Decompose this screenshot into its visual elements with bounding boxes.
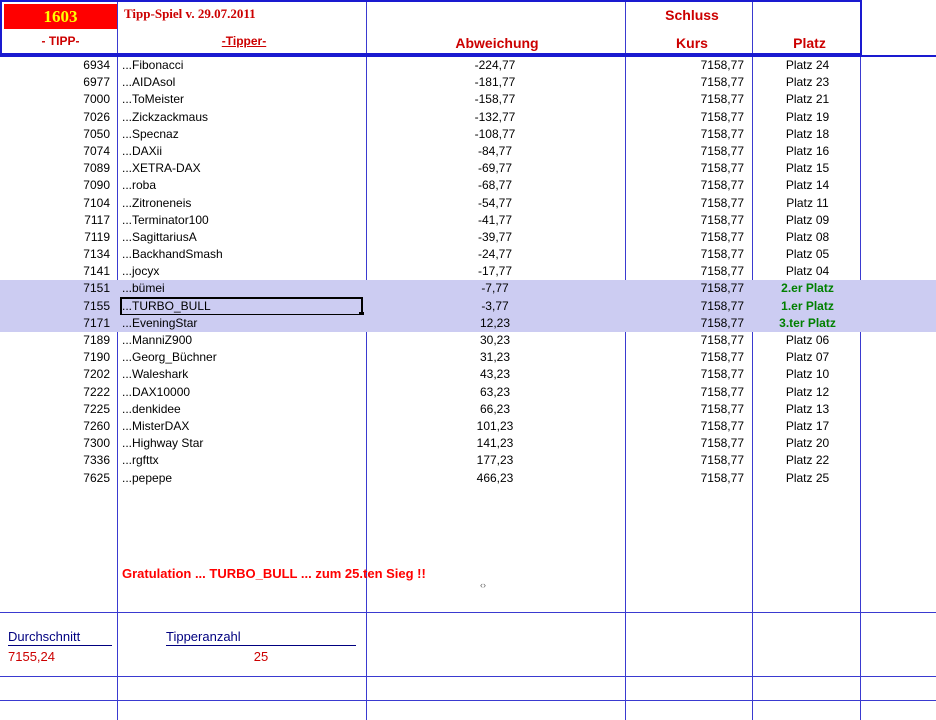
table-row[interactable] <box>0 246 936 263</box>
cell-tipp[interactable]: 7171 <box>83 315 110 330</box>
cell-tipp[interactable]: 7119 <box>84 229 110 244</box>
cell-tipper-name[interactable]: ...Georg_Büchner <box>122 350 217 365</box>
cell-tipp[interactable]: 7151 <box>83 281 110 296</box>
cell-platz[interactable]: Platz 17 <box>785 418 830 433</box>
cell-tipp[interactable]: 7050 <box>83 126 110 141</box>
cell-abweichung[interactable]: -54,77 <box>477 195 513 210</box>
table-row[interactable] <box>0 195 936 212</box>
cell-tipp[interactable]: 7202 <box>83 367 110 382</box>
column-header-platz: Platz <box>793 35 826 51</box>
cell-platz[interactable]: Platz 21 <box>785 92 830 107</box>
cell-abweichung[interactable]: 66,23 <box>479 401 511 416</box>
cell-abweichung[interactable]: 43,23 <box>479 367 511 382</box>
cell-platz[interactable]: 1.er Platz <box>781 298 834 313</box>
results-table <box>0 57 936 487</box>
cell-platz[interactable]: Platz 10 <box>785 367 830 382</box>
cell-abweichung[interactable]: -69,77 <box>477 161 513 176</box>
cell-tipp[interactable]: 6934 <box>83 58 110 72</box>
cell-kurs[interactable]: 7158,77 <box>700 143 744 158</box>
cell-tipp[interactable]: 7000 <box>83 92 110 107</box>
cell-tipper-name[interactable]: ...denkidee <box>122 401 181 416</box>
cell-platz[interactable]: Platz 19 <box>785 109 830 124</box>
table-row[interactable] <box>0 229 936 246</box>
cell-abweichung[interactable]: -108,77 <box>474 126 516 141</box>
cell-platz[interactable]: Platz 04 <box>785 264 830 279</box>
tipper-count-label: Tipperanzahl <box>166 629 356 646</box>
cell-abweichung[interactable]: -41,77 <box>477 212 513 227</box>
cell-abweichung[interactable]: -84,77 <box>477 143 513 158</box>
cell-kurs[interactable]: 7158,77 <box>700 436 744 451</box>
cell-tipper-name[interactable]: ...pepepe <box>122 470 173 485</box>
cell-platz[interactable]: Platz 23 <box>785 75 830 90</box>
cell-tipper-name[interactable]: ...Terminator100 <box>122 212 209 227</box>
cell-tipper-name[interactable]: ...ManniZ900 <box>122 333 193 347</box>
cell-kurs[interactable]: 7158,77 <box>700 453 744 468</box>
cell-kurs[interactable]: 7158,77 <box>700 58 744 72</box>
header-box <box>0 0 862 55</box>
cell-abweichung[interactable]: -181,77 <box>474 75 516 90</box>
table-row[interactable] <box>0 298 936 315</box>
cell-tipper-name[interactable]: ...DAX10000 <box>122 384 191 399</box>
cell-abweichung[interactable]: 63,23 <box>479 384 511 399</box>
cell-abweichung[interactable]: 12,23 <box>479 315 511 330</box>
table-row[interactable] <box>0 212 936 229</box>
cell-kurs[interactable]: 7158,77 <box>700 470 744 485</box>
cell-abweichung[interactable]: 141,23 <box>476 436 514 451</box>
table-row[interactable] <box>0 280 936 297</box>
cell-platz[interactable]: Platz 25 <box>785 470 830 485</box>
cell-kurs[interactable]: 7158,77 <box>700 281 744 296</box>
cell-kurs[interactable]: 7158,77 <box>700 367 744 382</box>
cell-tipp[interactable]: 7625 <box>83 470 110 485</box>
cell-kurs[interactable]: 7158,77 <box>700 75 744 90</box>
table-row[interactable] <box>0 366 936 383</box>
cell-platz[interactable]: Platz 20 <box>785 436 830 451</box>
cell-tipp[interactable]: 7104 <box>83 195 110 210</box>
cell-tipper-name[interactable]: ...Specnaz <box>122 126 179 141</box>
table-row[interactable] <box>0 74 936 91</box>
table-row[interactable] <box>0 315 936 332</box>
cell-abweichung[interactable]: 30,23 <box>479 333 511 347</box>
schluss-label: Schluss <box>665 7 719 23</box>
cell-abweichung[interactable]: -158,77 <box>474 92 516 107</box>
row-rule-3 <box>0 700 936 701</box>
cell-tipp[interactable]: 7336 <box>83 453 110 468</box>
cell-tipper-name[interactable]: ...BackhandSmash <box>122 247 223 262</box>
cell-platz[interactable]: Platz 09 <box>785 212 830 227</box>
column-header-tipp: - TIPP- <box>41 34 80 48</box>
cell-tipper-name[interactable]: ...ToMeister <box>122 92 185 107</box>
table-row[interactable] <box>0 401 936 418</box>
column-header-kurs: Kurs <box>676 35 708 51</box>
table-row[interactable] <box>0 143 936 160</box>
cell-kurs[interactable]: 7158,77 <box>700 298 744 313</box>
cell-tipp[interactable]: 7089 <box>83 161 110 176</box>
cell-platz[interactable]: Platz 11 <box>786 195 829 210</box>
cell-platz[interactable]: Platz 13 <box>785 401 830 416</box>
cell-tipper-name[interactable]: ...EveningStar <box>122 315 198 330</box>
table-row[interactable] <box>0 126 936 143</box>
table-row[interactable] <box>0 177 936 194</box>
cell-kurs[interactable]: 7158,77 <box>700 161 744 176</box>
cell-abweichung[interactable]: -39,77 <box>477 229 513 244</box>
cell-platz[interactable]: Platz 07 <box>785 350 830 365</box>
table-row[interactable] <box>0 109 936 126</box>
cell-tipp[interactable]: 7225 <box>83 401 110 416</box>
cell-tipp[interactable]: 7074 <box>83 143 110 158</box>
cell-kurs[interactable]: 7158,77 <box>700 212 744 227</box>
table-row[interactable] <box>0 418 936 435</box>
cell-abweichung[interactable]: -17,77 <box>477 264 513 279</box>
cell-tipp[interactable]: 7090 <box>83 178 110 193</box>
cell-tipp[interactable]: 7260 <box>83 418 110 433</box>
cell-platz[interactable]: Platz 14 <box>785 178 830 193</box>
cell-platz[interactable]: Platz 08 <box>785 229 830 244</box>
cell-tipp[interactable]: 7189 <box>83 333 110 347</box>
cell-platz[interactable]: 2.er Platz <box>781 281 834 296</box>
cell-abweichung[interactable]: 101,23 <box>476 418 514 433</box>
cell-platz[interactable]: Platz 16 <box>785 143 830 158</box>
table-row[interactable] <box>0 470 936 487</box>
cell-tipper-name[interactable]: ...XETRA-DAX <box>122 161 201 176</box>
table-row[interactable] <box>0 57 936 74</box>
row-rule-1 <box>0 612 936 613</box>
cell-tipper-name[interactable]: ...jocyx <box>122 264 160 279</box>
cell-kurs[interactable]: 7158,77 <box>700 401 744 416</box>
cell-kurs[interactable]: 7158,77 <box>700 418 744 433</box>
table-row[interactable] <box>0 91 936 108</box>
cell-abweichung[interactable]: -224,77 <box>474 58 516 72</box>
table-row[interactable] <box>0 349 936 366</box>
cell-tipper-name[interactable]: ...Waleshark <box>122 367 189 382</box>
cell-tipper-name[interactable]: ...Fibonacci <box>122 58 184 72</box>
cell-abweichung[interactable]: -24,77 <box>477 247 513 262</box>
cell-platz[interactable]: Platz 05 <box>785 247 830 262</box>
cell-tipper-name[interactable]: ...AIDAsol <box>122 75 176 90</box>
table-row[interactable] <box>0 332 936 349</box>
cell-abweichung[interactable]: 177,23 <box>476 453 514 468</box>
cell-tipper-name[interactable]: ...roba <box>122 178 157 193</box>
cell-kurs[interactable]: 7158,77 <box>700 109 744 124</box>
tipper-count-value: 25 <box>253 649 269 664</box>
active-cell-selection[interactable] <box>120 297 363 316</box>
cell-kurs[interactable]: 7158,77 <box>700 384 744 399</box>
cell-kurs[interactable]: 7158,77 <box>700 178 744 193</box>
cell-tipper-name[interactable]: ...TURBO_BULL <box>122 298 211 313</box>
gratulation-text: Gratulation ... TURBO_BULL ... zum 25.ten Sieg !! <box>122 566 426 581</box>
cell-tipper-name[interactable]: ...Zickzackmaus <box>122 109 209 124</box>
cell-kurs[interactable]: 7158,77 <box>700 229 744 244</box>
average-value: 7155,24 <box>8 649 55 664</box>
cell-tipper-name[interactable]: ...Zitroneneis <box>122 195 192 210</box>
cell-tipper-name[interactable]: ...MisterDAX <box>122 418 190 433</box>
game-number: 1603 <box>4 4 117 29</box>
cell-tipp[interactable]: 7134 <box>83 247 110 262</box>
cell-platz[interactable]: Platz 18 <box>785 126 830 141</box>
cell-tipp[interactable]: 7300 <box>83 436 110 451</box>
average-label: Durchschnitt <box>8 629 112 646</box>
cell-tipp[interactable]: 7222 <box>83 384 110 399</box>
cell-platz[interactable]: Platz 06 <box>785 333 830 347</box>
cell-tipp[interactable]: 6977 <box>83 75 110 90</box>
cell-tipp[interactable]: 7117 <box>84 212 110 227</box>
cell-tipper-name[interactable]: ...bümei <box>122 281 165 296</box>
cell-kurs[interactable]: 7158,77 <box>700 247 744 262</box>
cell-tipper-name[interactable]: ...Highway Star <box>122 436 204 451</box>
cell-kurs[interactable]: 7158,77 <box>700 350 744 365</box>
cell-tipp[interactable]: 7026 <box>83 109 110 124</box>
cell-tipp[interactable]: 7141 <box>83 264 110 279</box>
cell-tipper-name[interactable]: ...SagittariusA <box>122 229 197 244</box>
table-row[interactable] <box>0 452 936 469</box>
column-header-abweichung: Abweichung <box>455 35 539 51</box>
cell-platz[interactable]: 3.ter Platz <box>779 315 836 330</box>
table-row[interactable] <box>0 384 936 401</box>
cell-tipp[interactable]: 7190 <box>83 350 110 365</box>
cell-kurs[interactable]: 7158,77 <box>700 126 744 141</box>
cell-abweichung[interactable]: -68,77 <box>477 178 513 193</box>
cell-kurs[interactable]: 7158,77 <box>700 264 744 279</box>
cell-platz[interactable]: Platz 12 <box>785 384 830 399</box>
cell-tipper-name[interactable]: ...DAXii <box>122 143 163 158</box>
cell-kurs[interactable]: 7158,77 <box>700 333 744 347</box>
cell-kurs[interactable]: 7158,77 <box>700 195 744 210</box>
row-rule-2 <box>0 676 936 677</box>
cell-tipp[interactable]: 7155 <box>83 298 110 313</box>
cell-platz[interactable]: Platz 15 <box>785 161 830 176</box>
cell-abweichung[interactable]: 466,23 <box>476 470 514 485</box>
cell-abweichung[interactable]: 31,23 <box>479 350 511 365</box>
cell-platz[interactable]: Platz 24 <box>785 58 830 72</box>
cell-abweichung[interactable]: -7,77 <box>481 281 509 296</box>
table-row[interactable] <box>0 263 936 280</box>
table-row[interactable] <box>0 435 936 452</box>
cell-platz[interactable]: Platz 22 <box>785 453 830 468</box>
page-title: Tipp-Spiel v. 29.07.2011 <box>124 6 256 21</box>
column-header-tipper: -Tipper- <box>221 34 267 48</box>
table-row[interactable] <box>0 160 936 177</box>
cell-tipper-name[interactable]: ...rgfttx <box>122 453 159 468</box>
cell-kurs[interactable]: 7158,77 <box>700 315 744 330</box>
gratulation-mark: ‹› <box>480 580 486 590</box>
cell-abweichung[interactable]: -132,77 <box>474 109 516 124</box>
cell-abweichung[interactable]: -3,77 <box>481 298 509 313</box>
cell-kurs[interactable]: 7158,77 <box>700 92 744 107</box>
